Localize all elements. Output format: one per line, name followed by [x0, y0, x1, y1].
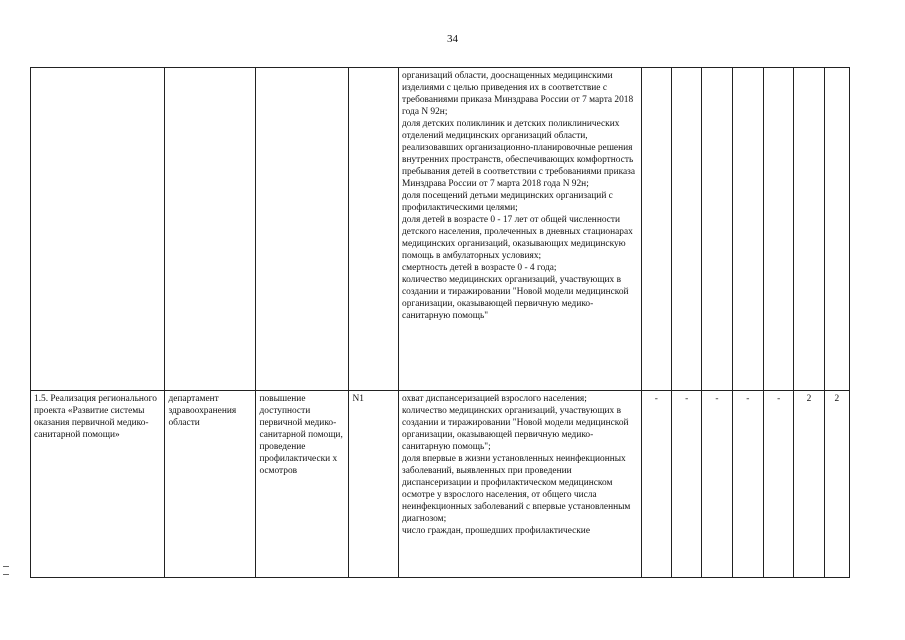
code-cell: N1 — [349, 391, 399, 578]
indicators-cell: охват диспансеризацией взрослого населения; количество медицинских организаций, участвующих в создании и тиражировании "Новой модели медицинской организации, оказывающей первичную медико-санитарную помощь"; доля впервые в жизни установленных неинфекционных заболеваний, выявленных при проведении диспансеризации и профилактическом медицинском осмотре у взрослого населения, от общего числа неинфекционных заболеваний с впервые установленным диагнозом; число граждан, прошедших профилактические — [399, 391, 642, 578]
responsible-cell — [165, 68, 256, 391]
value-cell: - — [764, 391, 794, 578]
goal-cell — [256, 68, 349, 391]
table-row — [31, 68, 850, 391]
value-cell: - — [702, 391, 732, 578]
value-cell — [641, 68, 671, 391]
value-cell — [824, 68, 849, 391]
page-number: 34 — [447, 33, 458, 45]
indicators-cell: организаций области, дооснащенных медицинскими изделиями с целью приведения их в соответствие с требованиями приказа Минздрава России от 7 марта 2018 года N 92н; доля детских поликлиник и детских поликлинических отделений медицинских организаций области, реализовавших организационно-планировочные решения внутренних пространств, обеспечивающих комфортность пребывания детей в соответствии с требованиями приказа Минздрава России от 7 марта 2018 года N 92н; доля посещений детьми медицинских организаций с профилактическими целями; доля детей в возрасте 0 - 17 лет от общей численности детского населения, пролеченных в дневных стационарах медицинских организаций, оказывающих медицинскую помощь в амбулаторных условиях; смертность детей в возрасте 0 - 4 года; количество медицинских организаций, участвующих в создании и тиражировании "Новой модели медицинской организации, оказывающей первичную медико-санитарную помощь" — [399, 68, 642, 391]
scan-margin-mark — [3, 574, 9, 575]
value-cell — [764, 68, 794, 391]
code-cell — [349, 68, 399, 391]
responsible-cell: департамент здравоохранения области — [165, 391, 256, 578]
value-cell — [672, 68, 702, 391]
value-cell: - — [732, 391, 763, 578]
scan-margin-mark — [3, 566, 9, 567]
project-cell — [31, 68, 165, 391]
value-cell — [702, 68, 732, 391]
value-cell: 2 — [794, 391, 824, 578]
value-cell: 2 — [824, 391, 849, 578]
goal-cell: повышение доступности первичной медико-санитарной помощи, проведение профилактически х осмотров — [256, 391, 349, 578]
project-cell: 1.5. Реализация регионального проекта «Развитие системы оказания первичной медико-санитарной помощи» — [31, 391, 165, 578]
value-cell: - — [641, 391, 671, 578]
value-cell — [732, 68, 763, 391]
value-cell: - — [672, 391, 702, 578]
table-row — [31, 391, 850, 578]
value-cell — [794, 68, 824, 391]
measures-table — [30, 67, 850, 578]
